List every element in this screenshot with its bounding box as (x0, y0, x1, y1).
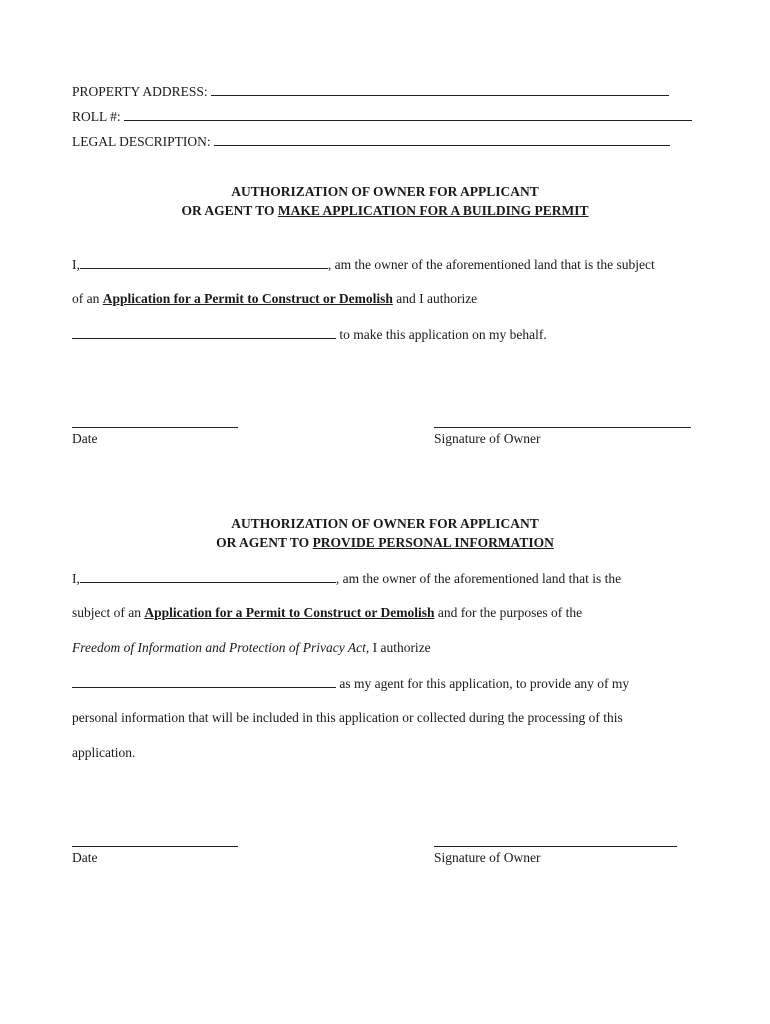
property-address-input-line[interactable] (211, 83, 669, 96)
section2-application-name: Application for a Permit to Construct or Demolish (144, 605, 435, 620)
section2-agent-name-line[interactable] (72, 675, 336, 688)
section2-p1-prefix: I, (72, 571, 80, 586)
roll-field (72, 108, 692, 125)
roll-input-line[interactable] (124, 108, 692, 121)
section1-paragraph-line2 (72, 291, 477, 307)
section1-paragraph-line1 (72, 256, 655, 273)
section2-title-underlined: PROVIDE PERSONAL INFORMATION (312, 535, 554, 550)
section1-p1-prefix: I, (72, 257, 80, 272)
section1-application-name: Application for a Permit to Construct or Demolish (102, 291, 393, 306)
section1-p1-suffix: , am the owner of the aforementioned land that is the subject (327, 257, 655, 272)
section1-date-line[interactable] (72, 427, 238, 428)
section1-signature-line[interactable] (434, 427, 691, 428)
section2-paragraph-line5: personal information that will be included in this application or collected during the processing of this (72, 710, 623, 725)
section1-agent-name-line[interactable] (72, 326, 336, 339)
section2-title-line2 (0, 535, 770, 551)
legal-description-label: LEGAL DESCRIPTION: (72, 134, 211, 149)
section2-act-name: Freedom of Information and Protection of Privacy Act (72, 640, 366, 655)
section2-date-line[interactable] (72, 846, 238, 847)
section1-title-line1: AUTHORIZATION OF OWNER FOR APPLICANT (231, 184, 539, 199)
section2-p2-prefix: subject of an (72, 605, 141, 620)
roll-label: ROLL #: (72, 109, 121, 124)
section2-title-prefix: OR AGENT TO (216, 535, 313, 550)
section2-paragraph-line1 (72, 570, 621, 587)
section1-date-label: Date (72, 431, 98, 446)
section2-title-line1: AUTHORIZATION OF OWNER FOR APPLICANT (231, 516, 539, 531)
legal-description-field (72, 133, 670, 150)
section2-owner-name-line[interactable] (80, 570, 336, 583)
section1-p2-prefix: of an (72, 291, 100, 306)
section1-signature-label: Signature of Owner (434, 431, 541, 446)
section2-p3-suffix: , I authorize (365, 640, 431, 655)
section1-title-underlined: MAKE APPLICATION FOR A BUILDING PERMIT (277, 203, 589, 218)
section2-paragraph-line4 (72, 675, 629, 692)
section1-owner-name-line[interactable] (80, 256, 328, 269)
section1-paragraph-line3 (72, 326, 547, 343)
section1-title-line2 (0, 203, 770, 219)
section2-date-label: Date (72, 850, 98, 865)
section1-p3-suffix: to make this application on my behalf. (339, 327, 547, 342)
property-address-label: PROPERTY ADDRESS: (72, 84, 208, 99)
section2-paragraph-line2 (72, 605, 582, 621)
section1-p2-suffix: and I authorize (396, 291, 478, 306)
section2-p2-suffix: and for the purposes of the (437, 605, 583, 620)
section2-paragraph-line3 (72, 640, 431, 656)
section2-signature-label: Signature of Owner (434, 850, 541, 865)
section2-signature-line[interactable] (434, 846, 677, 847)
section1-title-prefix: OR AGENT TO (181, 203, 278, 218)
section2-p4-suffix: as my agent for this application, to provide any of my (339, 676, 630, 691)
property-address-field (72, 83, 669, 100)
section2-p1-suffix: , am the owner of the aforementioned land that is the (335, 571, 622, 586)
legal-description-input-line[interactable] (214, 133, 670, 146)
section2-paragraph-line6: application. (72, 745, 136, 760)
